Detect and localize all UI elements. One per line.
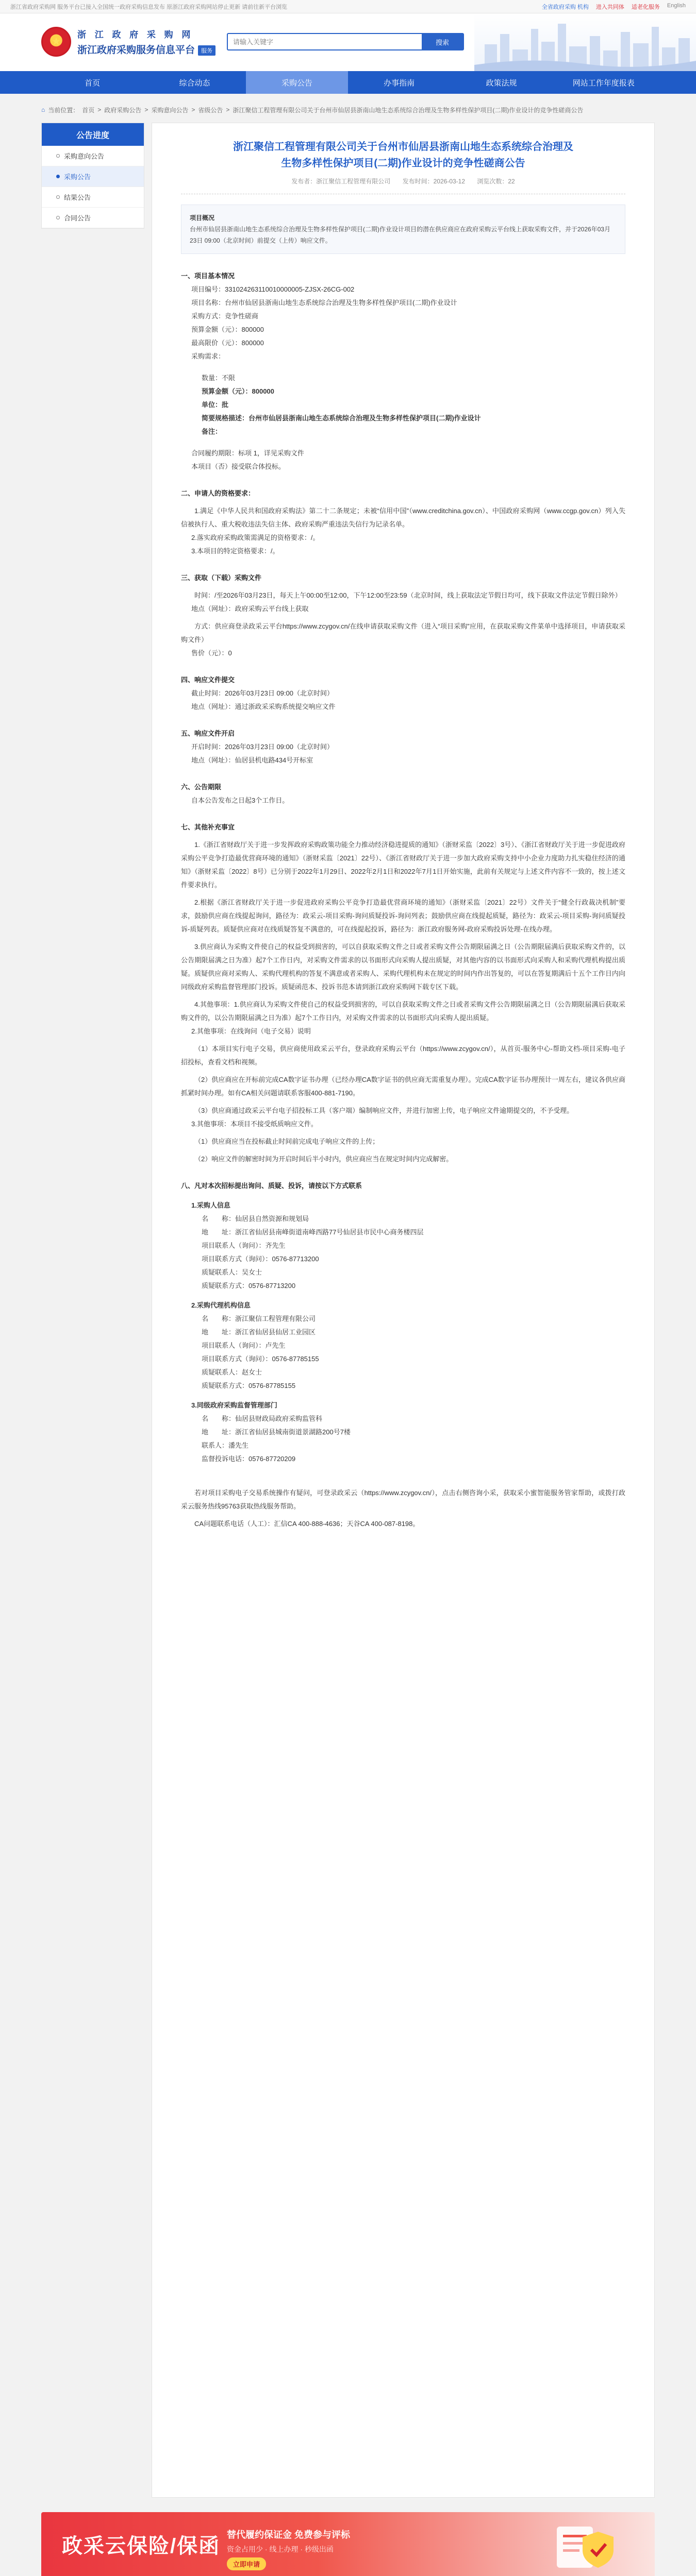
section-line: 项目名称：台州市仙居县浙南山地生态系统综合治理及生物多样性保护项目(二期)作业设计 [191, 299, 457, 307]
purchaser-contact: 1.采购人信息 名 称：仙居县自然资源和规划局 地 址：浙江省仙居县南峰街道南峰西路77号仙居县市民中心商务楼四层 项目联系人（询问）：齐先生 项目联系方式（询问）：0576-87713200 质疑联系人：吴女士 质疑联系方式：0576-87713200 [181, 1199, 625, 1293]
section-para: 时间：/至2026年03月23日，每天上午00:00至12:00，下午12:00至23:59（北京时间，线上获取法定节假日均可，线下获取文件法定节假日除外） [194, 591, 622, 599]
step-dot-icon [56, 195, 60, 199]
section-title: 六、公告期限 [181, 783, 222, 791]
section-line: 售价（元）：0 [191, 649, 232, 657]
main-area [41, 123, 655, 2498]
section-line: 预算金额（元）：800000 [191, 326, 264, 333]
section-para: （2）供应商应在开标前完成CA数字证书办理（已经办理CA数字证书的供应商无需重复办理）。完成CA数字证书办理预计一周左右，建议各供应商抓紧时间办理。如有CA相关问题请联系客服400-881-7190。 [181, 1076, 625, 1097]
section-para: （2）响应文件的解密时间为开启时间后半小时内，供应商应当在规定时间内完成解密。 [194, 1155, 453, 1163]
contact-title: 1.采购人信息 [191, 1201, 230, 1209]
logo-badge: 服务 [198, 45, 216, 56]
section-line: 合同履约期限：标项 1，详见采购文件 [191, 449, 304, 457]
summary-heading: 项目概况 [190, 214, 215, 222]
meta-date: 发布时间：2026-03-12 [402, 178, 466, 185]
section-line: 采购方式：竞争性磋商 [191, 312, 259, 320]
banner-title: 政采云保险/保函 [62, 2535, 221, 2557]
section-line: 地点（网址）：通过浙政采采购系统提交响应文件 [191, 703, 336, 710]
top-link-pay[interactable]: 适老化服务 [631, 4, 660, 10]
article-panel [152, 123, 655, 2498]
req-line: 简要规格描述：台州市仙居县浙南山地生态系统综合治理及生物多样性保护项目(二期)作业设计 [202, 414, 481, 422]
section-title: 五、响应文件开启 [181, 730, 235, 737]
breadcrumb-item[interactable]: 采购意向公告 [151, 106, 189, 114]
site-logo[interactable] [41, 27, 216, 57]
search-button[interactable]: 搜索 [422, 34, 463, 49]
section-title: 八、凡对本次招标提出询问、质疑、投诉，请按以下方式联系 [181, 1182, 362, 1190]
agency-contact: 2.采购代理机构信息 名 称：浙江聚信工程管理有限公司 地 址：浙江省仙居县仙居工业园区 项目联系人（询问）：卢先生 项目联系方式（询问）：0576-87785155 质疑联系人：赵女士 质疑联系方式：0576-87785155 [181, 1299, 625, 1393]
top-links [542, 3, 686, 11]
closing-para: 若对项目采购电子交易系统操作有疑问，可登录政采云（https://www.zcygov.cn/），点击右侧咨询小采，获取采小蜜智能服务管家帮助，或拨打政采云服务热线95763获取热线服务帮助。 [181, 1489, 625, 1510]
progress-sidebar [41, 123, 144, 229]
project-summary [181, 205, 625, 254]
section-para: （3）供应商通过政采云平台电子招投标工具（客户端）编制响应文件，并进行加密上传，电子响应文件逾期提交的，不予受理。 [194, 1107, 574, 1114]
section-line: 自本公告发布之日起3个工作日。 [191, 796, 289, 804]
req-line: 单位：批 [202, 401, 229, 409]
meta-source: 发布者：浙江聚信工程管理有限公司 [291, 178, 391, 185]
contact-title: 3.同级政府采购监督管理部门 [191, 1401, 277, 1409]
contact-title: 2.采购代理机构信息 [191, 1301, 251, 1309]
insurance-banner[interactable] [41, 2512, 655, 2576]
req-line: 预算金额（元）：800000 [202, 387, 274, 395]
section-line: 2.其他事项：在线询问（电子交易）说明 [191, 1027, 311, 1035]
nav-item-guide[interactable]: 办事指南 [384, 78, 415, 88]
section-para: 1.《浙江省财政厅关于进一步发挥政府采购政策功能全力推动经济稳进提质的通知》（浙财采监〔2022〕3号）、《浙江省财政厅关于进一步促进政府采购公平竞争打造最优营商环境的通知》（浙财采监〔2021〕22号）、《浙江省财政厅关于进一步加大政府采购支持中小企业力度助力扎实稳住经济的通知》（浙财采监〔2022〕8号）已分别于2022年1月29日、2022年2月1日和2022年7月1日开始实施，此前有关规定与上述文件内容不一致的，按上述文件要求执行。 [181, 841, 625, 889]
breadcrumb-item[interactable]: 政府采购公告 [104, 106, 142, 114]
section-title: 一、项目基本情况 [181, 272, 235, 280]
section-para: （1）供应商应当在投标截止时间前完成电子响应文件的上传； [194, 1138, 379, 1145]
breadcrumb-home-icon: ⌂ [41, 106, 45, 113]
search-input[interactable] [228, 34, 422, 49]
national-emblem-icon [41, 27, 71, 57]
section-line: 截止时间：2026年03月23日 09:00（北京时间） [191, 689, 334, 697]
section-para: 1.满足《中华人民共和国政府采购法》第二十二条规定；未被“信用中国”（www.creditchina.gov.cn）、中国政府采购网（www.ccgp.gov.cn）列入失信被执行人、重大税收违法失信主体、政府采购严重违法失信行为记录名单。 [181, 507, 625, 528]
logo-title: 浙 江 政 府 采 购 网 [77, 30, 194, 40]
nav-item-policy[interactable]: 政策法规 [486, 78, 517, 88]
step-dot-icon [56, 175, 60, 178]
section-para: 4.其他事项：1.供应商认为采购文件使自己的权益受到损害的，可以自获取采购文件之日或者采购文件公告期限届满之日（公告期限届满后获取采购文件的，以公告期限届满之日为准）起7个工作日内，对采购文件需求的以书面形式向采购人提出质疑。 [181, 1001, 625, 1022]
breadcrumb-item[interactable]: 省级公告 [198, 106, 223, 114]
sidebar-item-contract[interactable]: 合同公告 [42, 208, 144, 228]
section-line: 开启时间：2026年03月23日 09:00（北京时间） [191, 743, 334, 751]
section-line: 采购需求： [191, 352, 225, 360]
logo-subtitle: 浙江政府采购服务信息平台 服务 [77, 42, 216, 56]
banner-cta-button[interactable]: 立即申请 [227, 2557, 266, 2570]
breadcrumb: ⌂ 当前位置： 首页 > 政府采购公告 > 采购意向公告 > 省级公告 > 浙江聚信工程管理有限公司关于台州市仙居县浙南山地生态系统综合治理及生物多样性保护项目(二期)作业设计的竞争性磋商公告 [41, 106, 584, 114]
req-line: 备注： [202, 428, 222, 435]
sidebar-item-procurement[interactable]: 采购公告 [42, 166, 144, 187]
breadcrumb-current: 浙江聚信工程管理有限公司关于台州市仙居县浙南山地生态系统综合治理及生物多样性保护项目(二期)作业设计的竞争性磋商公告 [233, 106, 584, 114]
article-meta [181, 177, 625, 194]
step-dot-icon [56, 154, 60, 158]
supervisor-contact: 3.同级政府采购监督管理部门 名 称：仙居县财政局政府采购监管科 地 址：浙江省仙居县城南街道景湖路200号7楼 联系人：潘先生 监督投诉电话：0576-87720209 [181, 1399, 625, 1466]
site-header [0, 13, 696, 71]
meta-views: 浏览次数：22 [477, 178, 515, 185]
step-dot-icon [56, 216, 60, 219]
section-line: 地点（网址）：仙居县机电路434号开标室 [191, 756, 313, 764]
nav-item-announcements[interactable]: 采购公告 [246, 71, 348, 94]
banner-headline: 替代履约保证金 免费参与评标 [227, 2530, 350, 2540]
section-title: 七、其他补充事宜 [181, 823, 235, 831]
header-skyline-illustration [474, 13, 696, 71]
skyline-graphic [474, 13, 696, 71]
section-title: 三、获取（下载）采购文件 [181, 574, 262, 582]
section-line: 地点（网址）：政府采购云平台线上获取 [191, 605, 309, 613]
top-link-gov[interactable]: 全省政府采购 机构 [541, 4, 589, 10]
main-nav [0, 71, 696, 94]
summary-text: 台州市仙居县浙南山地生态系统综合治理及生物多样性保护项目(二期)作业设计项目的潜在供应商应在政府采购云平台线上获取采购文件，并于2026年03月23日 09:00（北京时间）前提交（上传）响应文件。 [190, 226, 611, 244]
article-body [181, 269, 625, 1531]
sidebar-title: 公告进度 [42, 123, 144, 146]
nav-item-news[interactable]: 综合动态 [179, 78, 210, 88]
top-link-en[interactable]: English [667, 2, 686, 9]
search-box [227, 33, 464, 50]
section-line: 2.落实政府采购政策需满足的资格要求：/。 [191, 534, 320, 541]
banner-subtitle: 资金占用少 · 线上办理 · 秒级出函 [227, 2545, 334, 2553]
sidebar-item-result[interactable]: 结果公告 [42, 187, 144, 208]
nav-item-reports[interactable]: 网站工作年度报表 [572, 78, 635, 88]
top-strip [0, 0, 696, 13]
article-title: 浙江聚信工程管理有限公司关于台州市仙居县浙南山地生态系统综合治理及 生物多样性保护项目(二期)作业设计的竞争性磋商公告 [233, 141, 573, 169]
breadcrumb-label: 当前位置： [48, 106, 79, 114]
req-line: 数量：不限 [202, 374, 236, 382]
section-line: 本项目（否）接受联合体投标。 [191, 463, 286, 470]
section-line: 最高限价（元）：800000 [191, 339, 264, 347]
nav-item-home[interactable]: 首页 [85, 78, 101, 88]
shield-document-icon [541, 2521, 624, 2571]
section-title: 二、申请人的资格要求： [181, 489, 255, 497]
section-para: （1）本项目实行电子交易，供应商使用政采云平台，登录政府采购云平台（https://www.zcygov.cn/），从首页-服务中心-帮助文档-项目采购-电子招投标，查看文档和视频。 [181, 1045, 625, 1066]
top-notice: 浙江省政府采购网 服务平台已接入全国统一政府采购信息发布 原浙江政府采购网站停止更新 请前往新平台浏览 [10, 4, 288, 10]
section-line: 项目编号：331024263110010000005-ZJSX-26CG-002 [191, 285, 355, 293]
section-line: 3.本项目的特定资格要求：/。 [191, 547, 279, 555]
closing-para: CA问题联系电话（人工）：汇信CA 400-888-4636；天谷CA 400-087-8198。 [194, 1520, 420, 1528]
breadcrumb-item[interactable]: 首页 [82, 106, 95, 114]
section-para: 3.供应商认为采购文件使自己的权益受到损害的，可以自获取采购文件之日或者采购文件公告期限届满之日（公告期限届满后获取采购文件的，以公告期限届满之日为准）起7个工作日内，对采购文件需求的以书面形式向采购人提出质疑，对其他内容的以书面形式向采购人和采购代理机构提出质疑。质疑供应商对采购人、采购代理机构的答复不满意或者采购人、采购代理机构未在规定的时间内作出答复的，可以在答复期满后十五个工作日内向同级政府采购监督管理部门投诉。质疑函范本、投诉书范本请到浙江政府采购网下载专区下载。 [181, 943, 625, 991]
section-para: 2.根据《浙江省财政厅关于进一步促进政府采购公平竞争打造最优营商环境的通知》（浙财采监〔2021〕22号）文件关于“健全行政裁决机制”要求，鼓励供应商在线提起询问，路径为：政采云-项目采购-询问质疑投诉-询问列表；鼓励供应商在线提起质疑，路径为：政采云-项目采购-询问质疑投诉-质疑列表。质疑供应商对在线质疑答复不满意的，可在线提起投诉，路径为：浙江政府服务网-政府采购投诉处理-在线办理。 [181, 899, 625, 933]
section-line: 3.其他事项：本项目不接受纸质响应文件。 [191, 1120, 318, 1128]
section-title: 四、响应文件提交 [181, 676, 235, 684]
section-para: 方式：供应商登录政采云平台https://www.zcygov.cn/在线申请获取采购文件（进入“项目采购”应用，在获取采购文件菜单中选择项目，申请获取采购文件） [181, 622, 625, 643]
top-link-login[interactable]: 进入共同体 [595, 4, 624, 10]
sidebar-item-intent[interactable]: 采购意向公告 [42, 146, 144, 166]
